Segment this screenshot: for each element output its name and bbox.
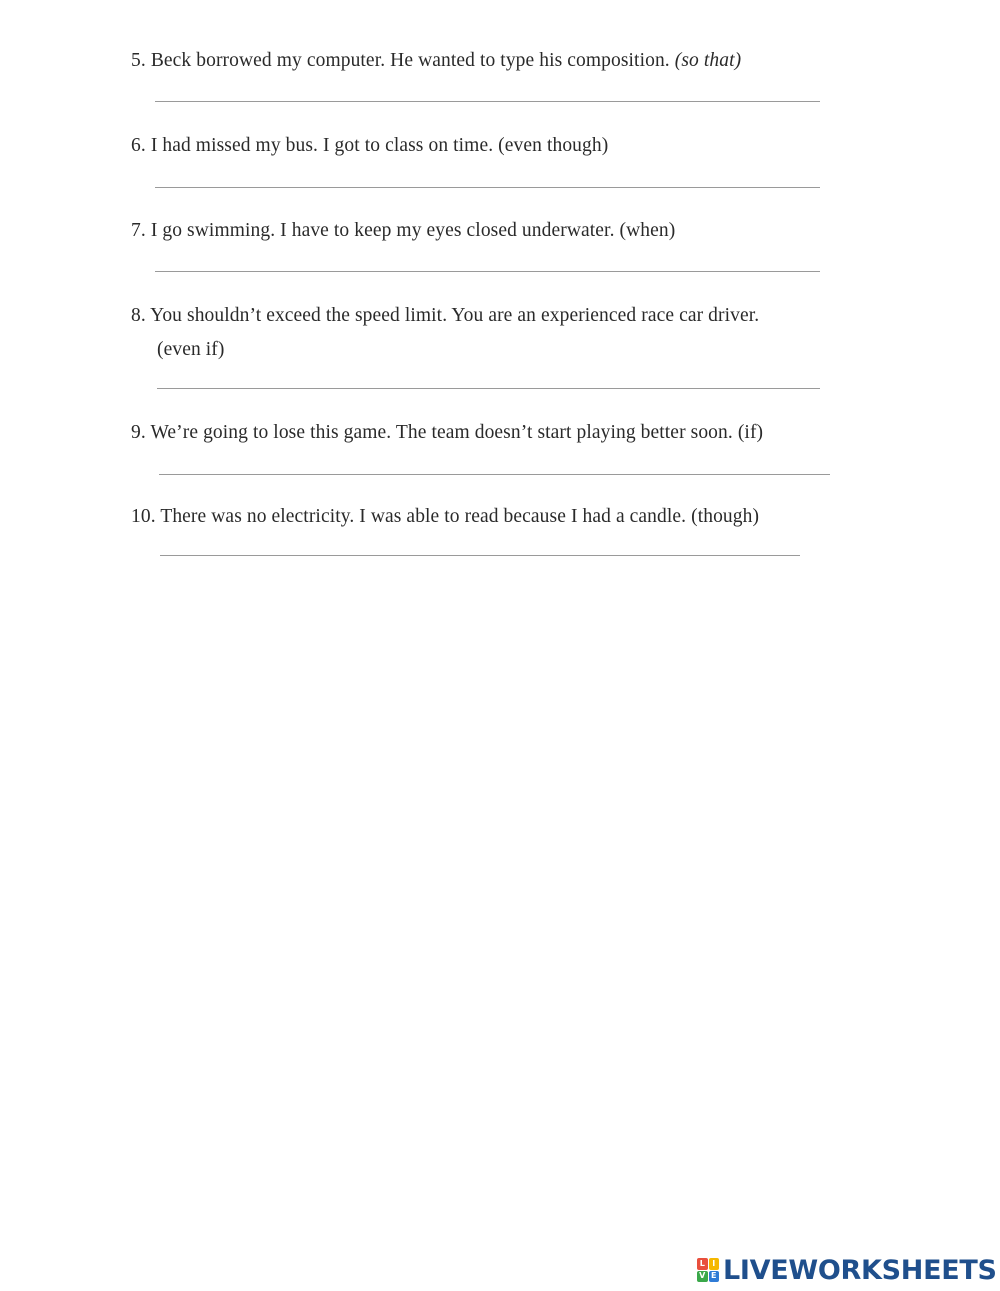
exercise-item-10 bbox=[131, 500, 841, 534]
item-hint: (so that) bbox=[674, 50, 742, 71]
item-hint: (even if) bbox=[157, 339, 225, 360]
exercise-item-7 bbox=[131, 214, 841, 248]
item-number: 6. bbox=[131, 135, 146, 156]
answer-line[interactable] bbox=[155, 101, 820, 102]
exercise-sentence bbox=[131, 500, 841, 534]
answer-line[interactable] bbox=[159, 474, 830, 475]
logo-letter-l: L bbox=[697, 1258, 708, 1270]
item-text: You shouldn’t exceed the speed limit. You are an experienced race car driver. bbox=[150, 305, 760, 326]
exercise-sentence bbox=[131, 214, 841, 248]
exercise-item-6 bbox=[131, 129, 841, 163]
item-hint: (though) bbox=[691, 506, 760, 527]
answer-line[interactable] bbox=[155, 187, 820, 188]
item-number: 7. bbox=[131, 220, 146, 241]
answer-line[interactable] bbox=[160, 555, 800, 556]
liveworksheets-brand[interactable] bbox=[697, 1255, 997, 1285]
exercise-sentence bbox=[131, 129, 841, 163]
item-hint: (when) bbox=[619, 220, 676, 241]
item-text: I go swimming. I have to keep my eyes closed underwater. bbox=[150, 220, 615, 241]
exercise-sentence bbox=[131, 44, 841, 78]
exercise-item-8 bbox=[131, 299, 841, 367]
item-text: I had missed my bus. I got to class on time. bbox=[150, 135, 494, 156]
item-hint: (even though) bbox=[498, 135, 609, 156]
item-number: 5. bbox=[131, 50, 146, 71]
exercise-sentence bbox=[131, 299, 841, 367]
item-text: Beck borrowed my computer. He wanted to type his composition. bbox=[150, 50, 670, 71]
item-number: 10. bbox=[131, 506, 156, 527]
logo-letter-v: V bbox=[697, 1271, 708, 1283]
exercise-item-5 bbox=[131, 44, 841, 78]
exercise-item-9 bbox=[131, 416, 841, 450]
logo-letter-i: I bbox=[709, 1258, 720, 1270]
answer-line[interactable] bbox=[155, 271, 820, 272]
item-number: 9. bbox=[131, 422, 146, 443]
liveworksheets-logo-icon bbox=[697, 1258, 719, 1282]
brand-name: LIVEWORKSHEETS bbox=[723, 1254, 997, 1286]
logo-letter-e: E bbox=[709, 1271, 720, 1283]
item-text: We’re going to lose this game. The team doesn’t start playing better soon. bbox=[150, 422, 733, 443]
item-hint: (if) bbox=[737, 422, 764, 443]
item-number: 8. bbox=[131, 305, 146, 326]
answer-line[interactable] bbox=[157, 388, 820, 389]
exercise-sentence bbox=[131, 416, 841, 450]
item-text: There was no electricity. I was able to read because I had a candle. bbox=[160, 506, 687, 527]
